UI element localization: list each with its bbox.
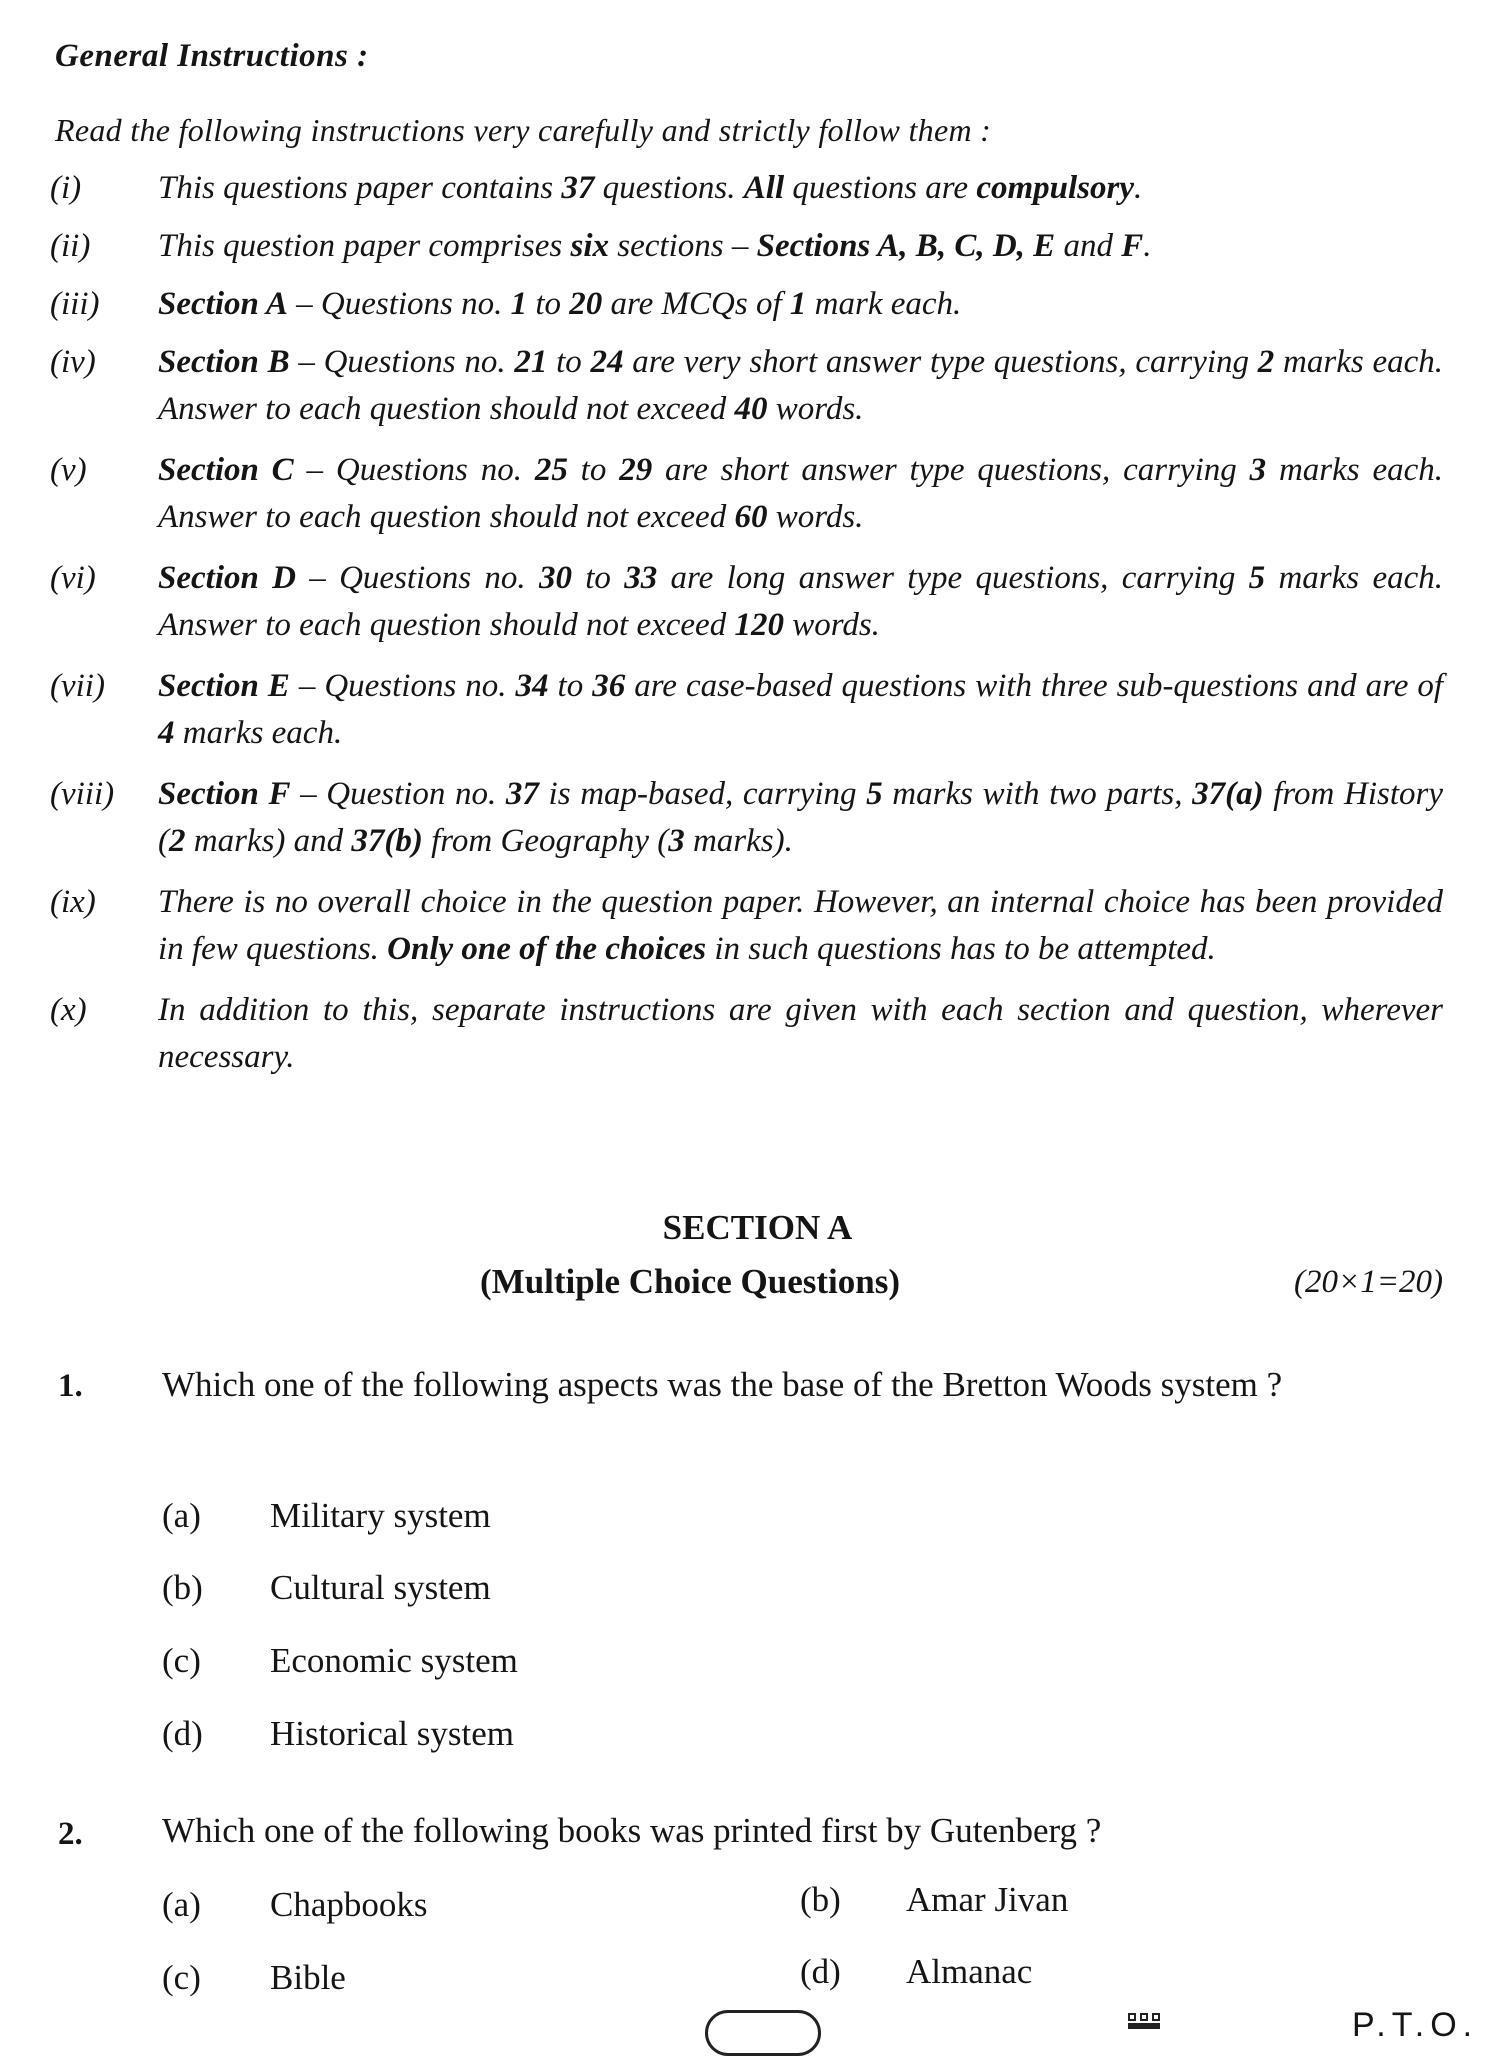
instruction-text: Section B – Questions no. 21 to 24 are very short answer type questions, carrying 2 marks each. Answer to each question should not exceed 40 words. — [158, 344, 1444, 427]
instruction-number: (iv) — [50, 344, 96, 380]
option-text: Military system — [270, 1496, 491, 1535]
option — [162, 1641, 518, 1681]
question-text: Which one of the following books was printed first by Gutenberg ? — [162, 1811, 1102, 1850]
instruction-number: (ix) — [50, 884, 96, 920]
instruction-number: (i) — [50, 170, 82, 206]
question-text: Which one of the following aspects was the base of the Bretton Woods system ? — [162, 1365, 1283, 1404]
option-label: (d) — [800, 1952, 841, 1991]
instruction-text: In addition to this, separate instructions are given with each section and question, wherever necessary. — [158, 992, 1443, 1075]
option-label: (d) — [162, 1714, 203, 1753]
instruction-item — [50, 447, 1450, 541]
general-instructions-heading: General Instructions : — [55, 38, 369, 74]
qr-code-icon — [1128, 2013, 1162, 2029]
option-label: (c) — [162, 1958, 201, 1997]
section-marks: (20×1=20) — [1293, 1264, 1443, 1300]
general-instructions-intro: Read the following instructions very carefully and strictly follow them : — [55, 112, 992, 148]
option-label: (c) — [162, 1641, 201, 1680]
instruction-text: Section D – Questions no. 30 to 33 are long answer type questions, carrying 5 marks each. Answer to each question should not exceed 120 words. — [158, 560, 1443, 643]
instruction-text: This questions paper contains 37 questions. All questions are compulsory. — [158, 170, 1143, 206]
instruction-text: Section F – Question no. 37 is map-based, carrying 5 marks with two parts, 37(a) from History (2 marks) and 37(b) from Geography (3 marks). — [158, 776, 1443, 859]
option — [162, 1958, 346, 1998]
option-text: Economic system — [270, 1641, 518, 1680]
instruction-number: (viii) — [50, 776, 115, 812]
option-text: Cultural system — [270, 1568, 491, 1607]
instruction-text: Section E – Questions no. 34 to 36 are case-based questions with three sub-questions and are of 4 marks each. — [158, 668, 1443, 751]
option — [800, 1880, 1068, 1920]
instruction-text: There is no overall choice in the question paper. However, an internal choice has been provided in few questions. Only one of the choices in such questions has to be attempted. — [158, 884, 1443, 967]
instruction-number: (v) — [50, 452, 87, 488]
instruction-text: Section C – Questions no. 25 to 29 are short answer type questions, carrying 3 marks each. Answer to each question should not exceed 60 words. — [158, 452, 1443, 535]
option — [162, 1714, 514, 1754]
pto-label: P.T.O. — [1352, 2006, 1479, 2044]
page-number-badge — [705, 2010, 821, 2056]
instruction-number: (iii) — [50, 286, 100, 322]
option — [162, 1885, 428, 1925]
option-label: (b) — [800, 1880, 841, 1919]
option-label: (a) — [162, 1496, 201, 1535]
instruction-item — [50, 555, 1450, 649]
instruction-item — [50, 771, 1450, 865]
instruction-item — [50, 663, 1450, 757]
instructions-list — [50, 165, 1450, 1095]
instruction-item — [50, 987, 1450, 1081]
section-title: SECTION A — [662, 1208, 853, 1247]
question-number: 1. — [58, 1368, 83, 1404]
option-text: Amar Jivan — [906, 1880, 1069, 1919]
option-text: Historical system — [270, 1714, 514, 1753]
instruction-number: (x) — [50, 992, 87, 1028]
instruction-item — [50, 165, 1450, 212]
instruction-number: (vii) — [50, 668, 105, 704]
option — [162, 1496, 491, 1536]
option — [800, 1952, 1032, 1992]
instruction-text: Section A – Questions no. 1 to 20 are MCQs of 1 mark each. — [158, 286, 962, 322]
instruction-item — [50, 879, 1450, 973]
option-text: Almanac — [906, 1952, 1033, 1991]
instruction-item — [50, 223, 1450, 270]
option — [162, 1568, 491, 1608]
option-text: Chapbooks — [270, 1885, 428, 1924]
option-label: (a) — [162, 1885, 201, 1924]
instruction-text: This question paper comprises six sections – Sections A, B, C, D, E and F. — [158, 228, 1152, 264]
option-label: (b) — [162, 1568, 203, 1607]
instruction-item — [50, 281, 1450, 328]
instruction-number: (vi) — [50, 560, 96, 596]
section-subtitle: (Multiple Choice Questions) — [480, 1262, 900, 1301]
instruction-item — [50, 339, 1450, 433]
question-number: 2. — [58, 1816, 83, 1852]
instruction-number: (ii) — [50, 228, 91, 264]
option-text: Bible — [270, 1958, 346, 1997]
